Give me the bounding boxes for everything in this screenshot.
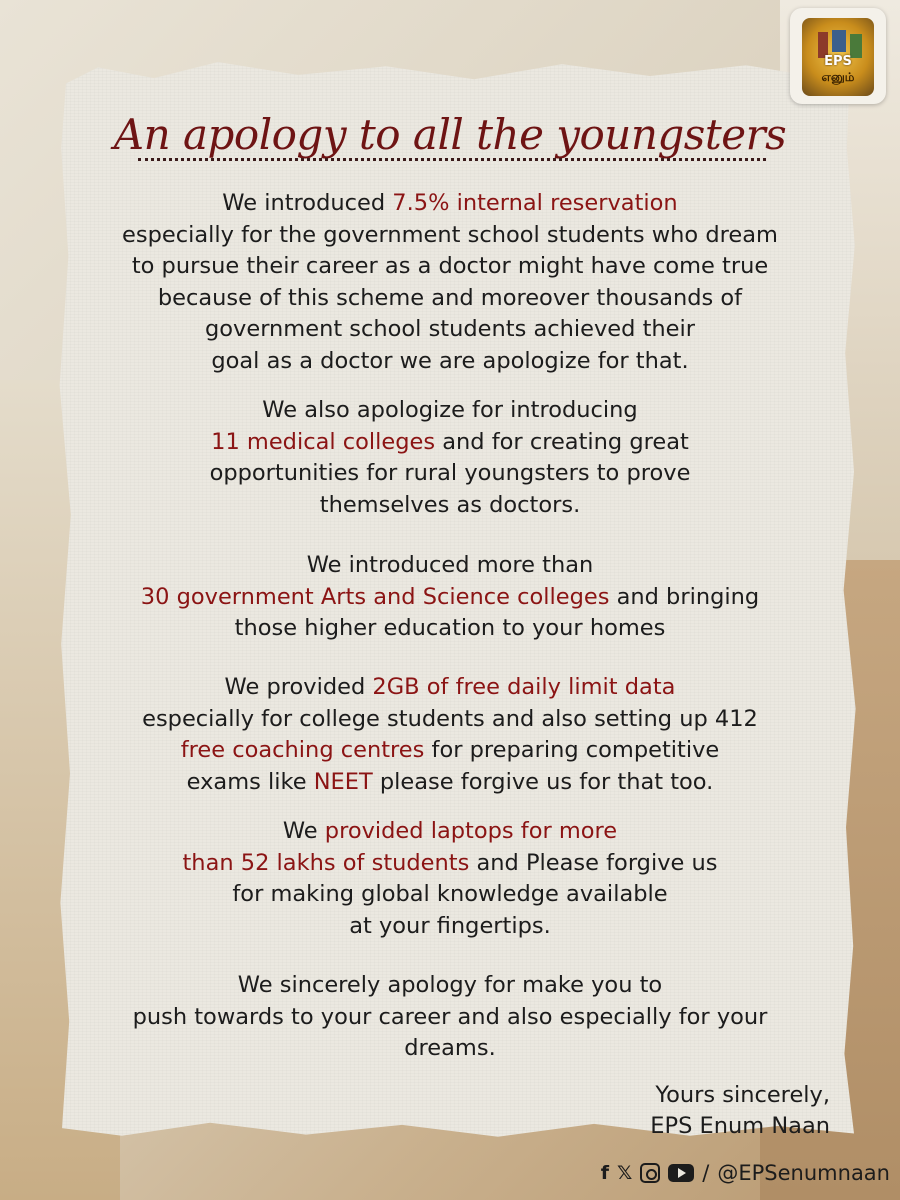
text-line bbox=[90, 704, 810, 736]
text-line bbox=[90, 427, 810, 459]
text-line bbox=[90, 283, 810, 315]
body-text: dreams. bbox=[404, 1035, 496, 1061]
body-text: and Please forgive us bbox=[469, 849, 718, 876]
text-line bbox=[90, 220, 810, 252]
body-text: We introduced more than bbox=[306, 552, 594, 578]
body-text: push towards to your career and also especially for your bbox=[132, 1003, 768, 1030]
body-text: goal as a doctor we are apologize for that. bbox=[211, 347, 689, 374]
eps-logo bbox=[790, 8, 886, 104]
body-text: exams like bbox=[186, 768, 314, 795]
body-text: at your fingertips. bbox=[349, 912, 551, 939]
paragraph-laptops bbox=[90, 816, 810, 942]
social-separator: / bbox=[702, 1161, 710, 1185]
signature-name: EPS Enum Naan bbox=[650, 1113, 830, 1139]
text-line bbox=[90, 613, 810, 645]
body-text: and for creating great bbox=[435, 428, 689, 455]
text-line bbox=[90, 490, 810, 522]
paragraph-reservation bbox=[90, 188, 810, 377]
body-text: We sincerely apology for make you to bbox=[237, 972, 663, 998]
text-line bbox=[90, 672, 810, 704]
body-text: opportunities for rural youngsters to prove bbox=[209, 460, 691, 486]
body-text: themselves as doctors. bbox=[319, 491, 581, 518]
paragraph-free-data-coaching bbox=[90, 672, 810, 798]
highlighted-text: 7.5% internal reservation bbox=[392, 190, 678, 216]
highlighted-text: free coaching centres bbox=[180, 737, 425, 763]
text-line bbox=[90, 458, 810, 490]
x-icon[interactable]: 𝕏 bbox=[616, 1162, 633, 1184]
body-text: please forgive us for that too. bbox=[372, 768, 714, 795]
text-line bbox=[90, 1033, 810, 1065]
logo-emblem bbox=[802, 18, 874, 96]
body-text: for preparing competitive bbox=[424, 737, 720, 763]
text-line bbox=[90, 251, 810, 283]
highlighted-text: provided laptops for more bbox=[324, 818, 618, 844]
text-line bbox=[90, 582, 810, 614]
highlighted-text: 11 medical colleges bbox=[211, 428, 436, 455]
body-text: for making global knowledge available bbox=[232, 881, 668, 907]
text-line bbox=[90, 395, 810, 427]
title-underline bbox=[138, 158, 766, 161]
highlighted-text: 30 government Arts and Science colleges bbox=[140, 583, 610, 610]
body-text: and bringing bbox=[609, 583, 760, 610]
text-line bbox=[90, 767, 810, 799]
body-text: those higher education to your homes bbox=[234, 615, 666, 641]
logo-text-tamil: எனும் bbox=[821, 70, 855, 84]
text-line bbox=[90, 346, 810, 378]
text-line bbox=[90, 911, 810, 943]
body-text: We also apologize for introducing bbox=[262, 397, 638, 423]
text-line bbox=[90, 970, 810, 1002]
body-text: to pursue their career as a doctor might have come true bbox=[131, 253, 769, 279]
text-line bbox=[90, 314, 810, 346]
body-text: We provided bbox=[224, 674, 373, 700]
facebook-icon[interactable]: f bbox=[600, 1162, 609, 1184]
text-line bbox=[90, 1002, 810, 1034]
body-text: government school students achieved their bbox=[204, 316, 696, 342]
signature-closing: Yours sincerely, bbox=[655, 1082, 830, 1108]
paragraph-medical-colleges bbox=[90, 395, 810, 521]
text-line bbox=[90, 848, 810, 880]
paragraph-closing-apology bbox=[90, 970, 810, 1065]
social-handle[interactable]: @EPSenumnaan bbox=[717, 1161, 890, 1185]
highlighted-text: than 52 lakhs of students bbox=[182, 849, 470, 876]
text-line bbox=[90, 816, 810, 848]
logo-text-eps: EPS bbox=[824, 54, 852, 69]
body-text: especially for the government school students who dream bbox=[122, 221, 778, 248]
text-line bbox=[90, 735, 810, 767]
paragraph-arts-science-colleges bbox=[90, 550, 810, 645]
body-text: We bbox=[282, 818, 325, 844]
text-line bbox=[90, 879, 810, 911]
body-text: especially for college students and also setting up 412 bbox=[142, 705, 758, 732]
instagram-icon[interactable] bbox=[640, 1163, 660, 1183]
body-text: We introduced bbox=[222, 190, 393, 216]
social-media-footer bbox=[560, 1158, 890, 1188]
youtube-icon[interactable] bbox=[668, 1164, 694, 1182]
body-text: because of this scheme and moreover thousands of bbox=[157, 284, 743, 311]
logo-building-icon bbox=[832, 30, 846, 52]
page-title: An apology to all the youngsters bbox=[113, 110, 787, 159]
text-line bbox=[90, 550, 810, 582]
text-line bbox=[90, 188, 810, 220]
highlighted-text: 2GB of free daily limit data bbox=[372, 674, 676, 700]
highlighted-text: NEET bbox=[313, 768, 373, 795]
